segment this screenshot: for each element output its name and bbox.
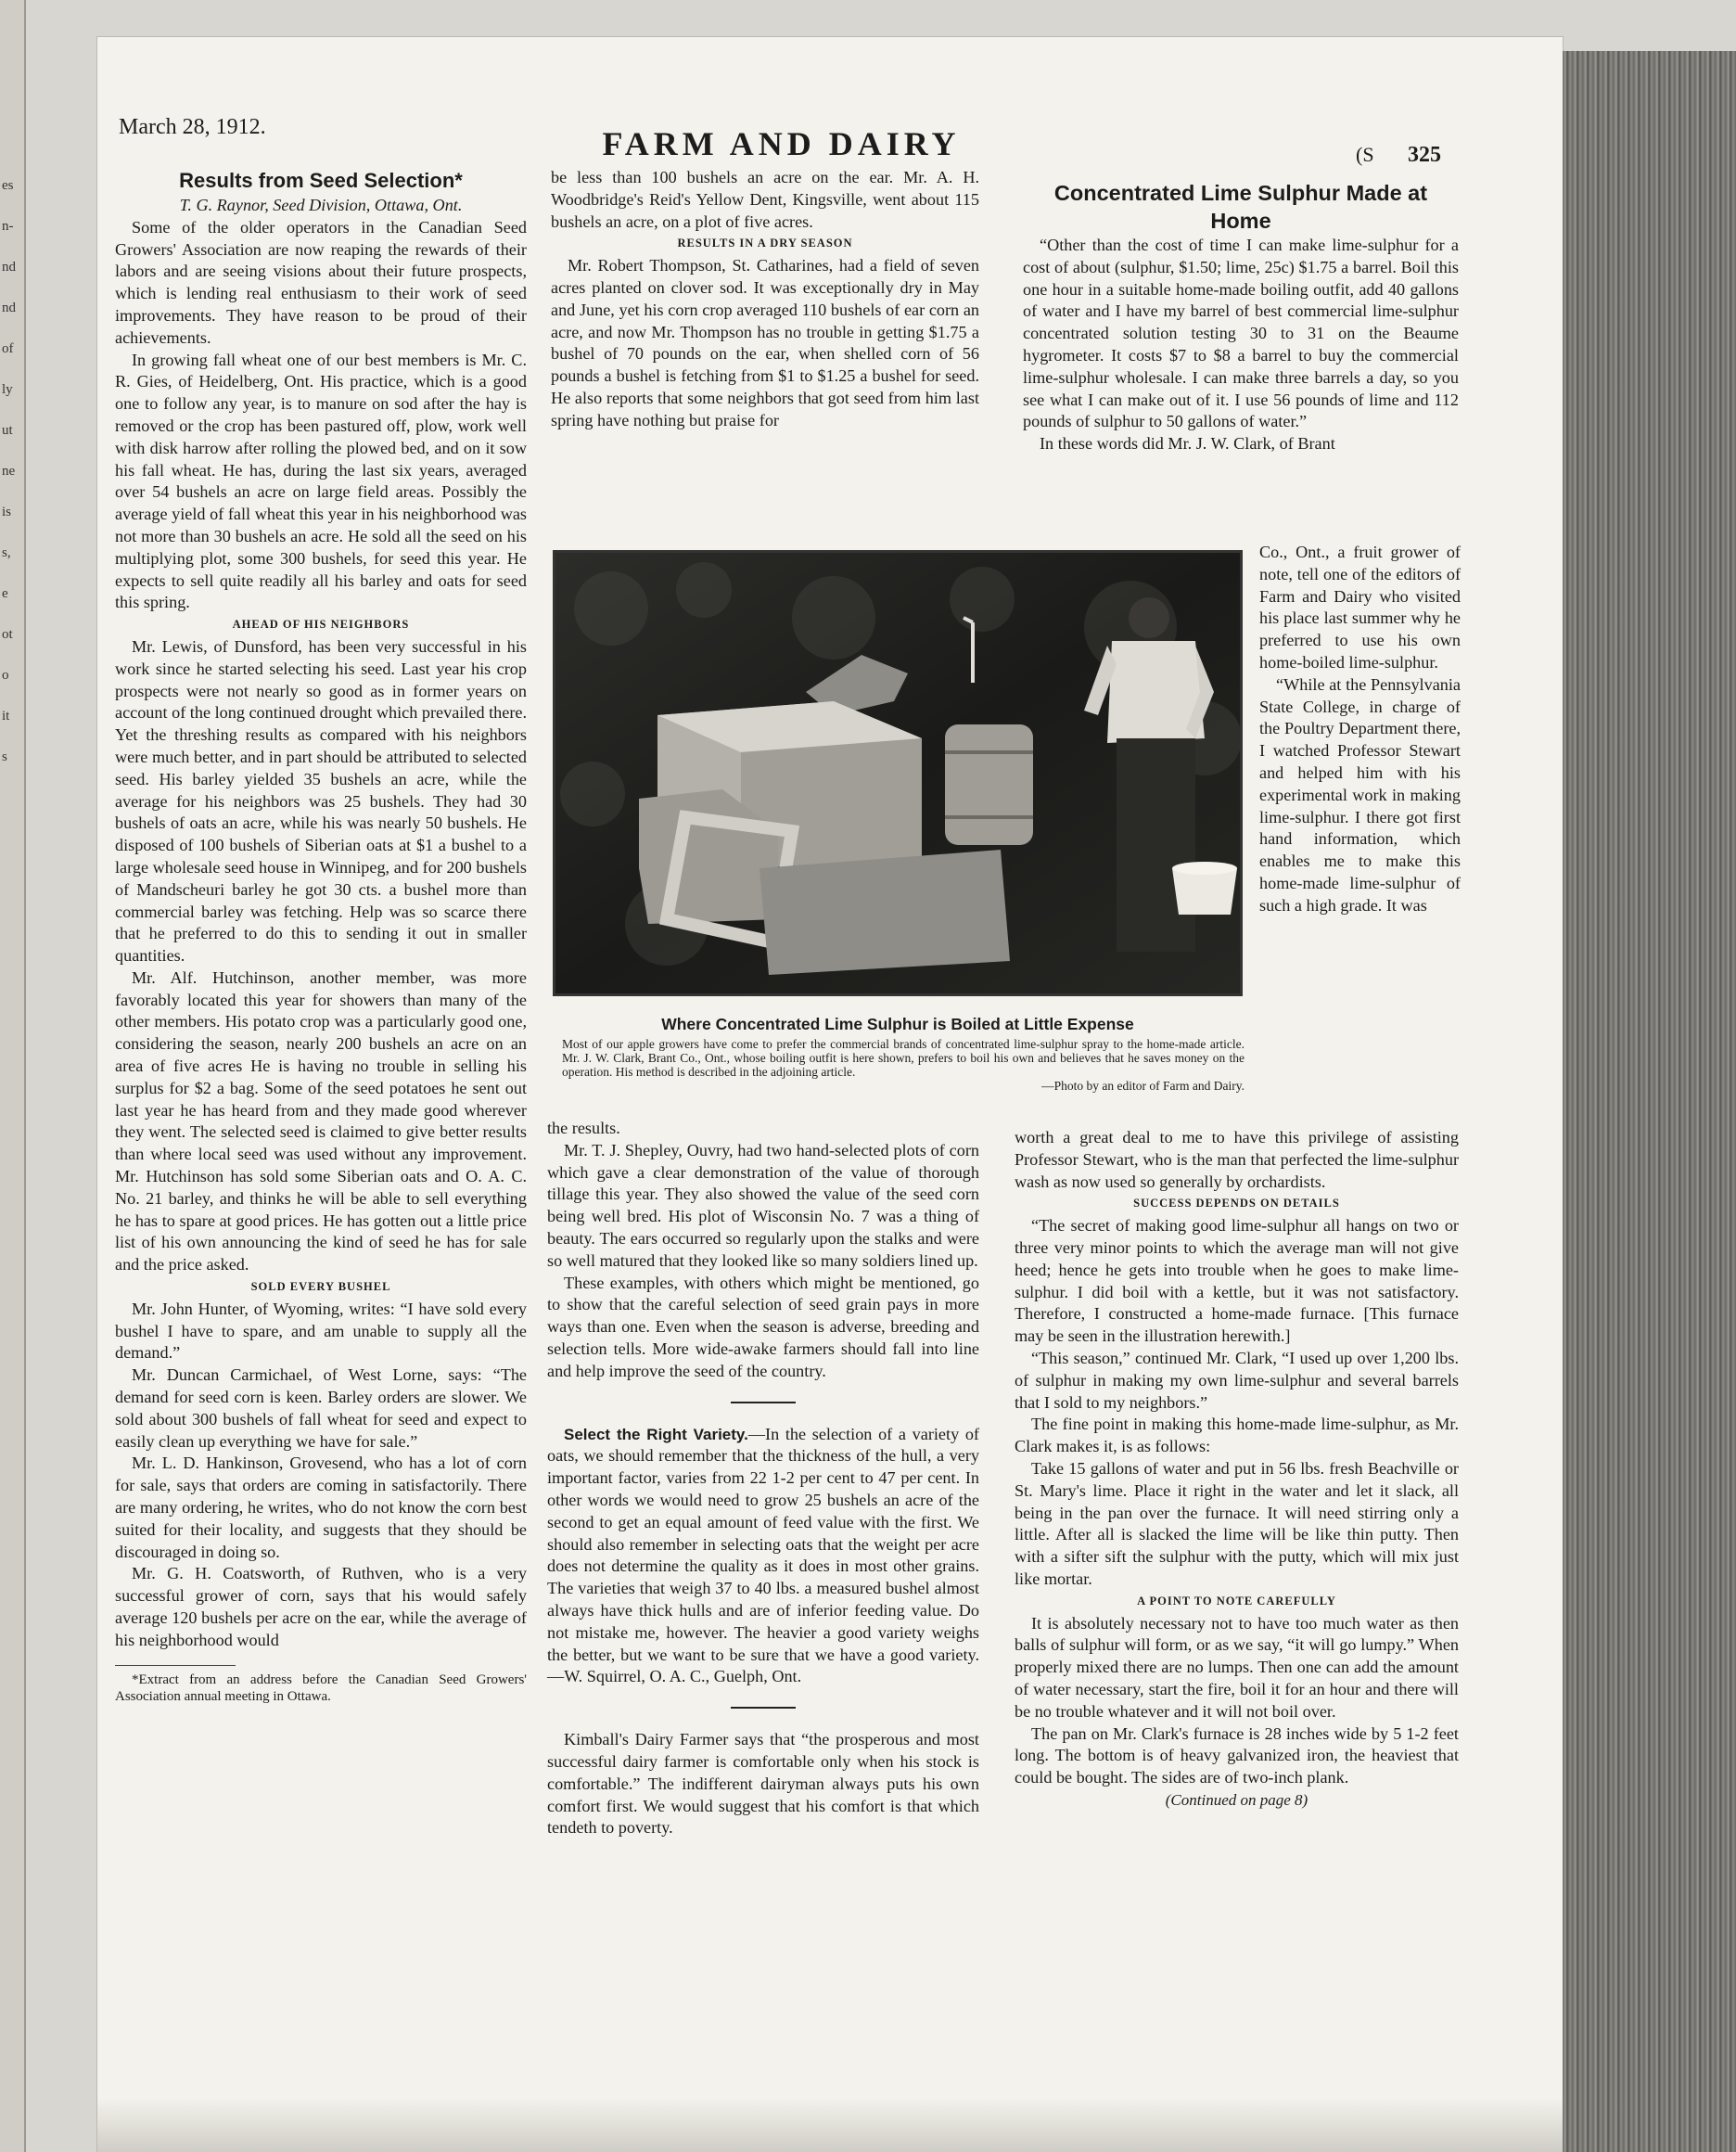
paragraph: Mr. Robert Thompson, St. Catharines, had a field of seven acres planted on clover sod. It was exceptionally dry in May and June, yet his corn crop averaged 110 bushels of ear corn an acre, and now Mr. Thompson has no trouble in getting $1.75 a bushel of 70 pounds on the ear, when shelled corn of 56 pounds a bushel is fetching from $1 to $1.25 a bushel for seed. He also reports that some neighbors that got seed from him last spring have nothing but praise for (551, 256, 979, 429)
sliver-text-fragment: ut (2, 423, 13, 438)
column-2-top (551, 167, 979, 432)
sliver-text-fragment: of (2, 341, 14, 356)
sliver-text-fragment: ly (2, 382, 13, 397)
paragraph-variety (547, 1424, 979, 1689)
paragraph: be less than 100 bushels an acre on the ear. Mr. A. H. Woodbridge's Reid's Yellow Dent, Kingsville, went about 115 bushels an acre, on a plot of five acres. (551, 168, 979, 231)
paragraph: Mr. G. H. Coatsworth, of Ruthven, who is a very successful grower of corn, says that his would safely average 120 bushels per acre on the ear, while the average of his neighborhood would (115, 1564, 527, 1649)
column-3-narrow (1259, 542, 1461, 917)
photo-caption-text: Most of our apple growers have come to prefer the commercial brands of concentrated lime-sulphur spray to the home-made article. Mr. J. W. Clark, Brant Co., Ont., whose boiling outfit is here shown, prefers to boil his own and believes that he saves money on the operation. His method is described in the adjoining article. (562, 1037, 1245, 1079)
sliver-text-fragment: s (2, 749, 7, 764)
footnote-divider (115, 1665, 236, 1666)
paragraph: Kimball's Dairy Farmer says that “the prosperous and most successful dairy farmer is comfortable only when his stock is comfortable.” The indifferent dairyman always puts his own comfort first. We would suggest that his comfort is that which tendeth to poverty. (547, 1730, 979, 1838)
paragraph: Some of the older operators in the Canadian Seed Growers' Association are now reaping the rewards of their labors and are seeing visions about their future prospects, which is lending real enthusiasm to their work of seed improvements. They have reason to be proud of their achievements. (115, 217, 527, 347)
paragraph: “This season,” continued Mr. Clark, “I used up over 1,200 lbs. of sulphur in making my own lime-sulphur and several barrels that I sold to my neighbors.” (1015, 1348, 1459, 1412)
footnote: *Extract from an address before the Canadian Seed Growers' Association annual meeting in Ottawa. (115, 1672, 527, 1704)
article-byline: T. G. Raynor, Seed Division, Ottawa, Ont. (179, 196, 463, 214)
column-3-bottom (1015, 1127, 1459, 1812)
paragraph: Take 15 gallons of water and put in 56 lbs. fresh Beachville or St. Mary's lime. Place it right in the water and let it slack, all being in the pan over the furnace. It will need stirring only a little. After all is slacked the lime will be like thin putty. Then with a sifter sift the sulphur with the putty, which will mix just like mortar. (1015, 1458, 1459, 1588)
sliver-text-fragment: es (2, 178, 14, 193)
photo-caption-title: Where Concentrated Lime Sulphur is Boiled at Little Expense (661, 1015, 1134, 1033)
paragraph: Mr. Alf. Hutchinson, another member, was more favorably located this year for showers than many of the other members. His potato crop was a particularly good one, considering the season, nearly 200 bushels an acre on an area of five acres He is having no trouble in selling his surplus for $2 a bag. Some of the seed potatoes he sent out last year he has heard from and they made good wherever they went. The selected seed is claimed to give better results than where local seed was used without any improvement. Mr. Hutchinson has sold some Siberian oats and O. A. C. No. 21 barley, and thinks he will be able to sell everything he has to spare at good prices. He has gotten out a little price list of his own announcing the kind of seed he has for sale and the price asked. (115, 967, 527, 1275)
paragraph-text: —In the selection of a variety of oats, we should remember that the thickness of the hull, a very important factor, varies from 22 1-2 per cent to 47 per cent. In other words we would need to grow 25 bushels an acre of the second to get an equal amount of feed value with the first. We should also remember in selecting oats that the weight per acre does not determine the quality as it does in most other grains. The varieties that weigh 37 to 40 lbs. a measured bushel almost always have thick hulls and are of inferior feeding value. Do not mistake me, however. The heavier a good variety weighs the better, but we want to be sure that we have a good variety.—W. Squirrel, O. A. C., Guelph, Ont. (547, 1424, 979, 1686)
sliver-text-fragment: n- (2, 219, 14, 234)
adjacent-page-sliver (0, 0, 26, 2152)
furnace-photo (553, 550, 1243, 996)
column-2-bottom (547, 1118, 979, 1839)
paragraph: In these words did Mr. J. W. Clark, of Brant (1040, 434, 1335, 454)
column-1 (115, 167, 527, 1705)
paragraph: “While at the Pennsylvania State College, in charge of the Poultry Department there, I watched Professor Stewart and helped him with his experimental work in making lime-sulphur. I there got first hand information, which enables me to make this home-made lime-sulphur of such a high grade. It was (1259, 674, 1461, 915)
subheading: SUCCESS DEPENDS ON DETAILS (1133, 1197, 1340, 1210)
sliver-text-fragment: nd (2, 260, 16, 275)
sliver-text-fragment: is (2, 505, 12, 519)
page-number: 325 (1408, 143, 1441, 167)
sliver-text-fragment: it (2, 709, 10, 724)
subheading: RESULTS IN A DRY SEASON (677, 237, 853, 250)
paragraph: Mr. T. J. Shepley, Ouvry, had two hand-selected plots of corn which gave a clear demonstration of the value of thorough tillage this year. They also showed the value of the seed corn being well bred. His plot of Wisconsin No. 7 was a thing of beauty. The ears occurred so regularly upon the stalks and were so well matured that they looked like so many soldiers lined up. (547, 1140, 979, 1270)
page-bottom-shadow (97, 2098, 1563, 2152)
masthead-title: FARM AND DAIRY (602, 125, 961, 162)
paragraph: Mr. Duncan Carmichael, of West Lorne, says: “The demand for seed corn is keen. Barley orders are slower. We sold about 300 bushels of fall wheat for seed and expect to easily clean up everything we have for sale.” (115, 1365, 527, 1451)
paragraph: In growing fall wheat one of our best members is Mr. C. R. Gies, of Heidelberg, Ont. His practice, which is a good one to follow any year, is to manure on sod after the hay is removed or the crop has been pastured off, plow, work well with disk harrow after rolling the plowed bed, and on it sow his fall wheat. He has, during the last six years, averaged over 54 bushels an acre on large field areas. Possibly the average yield of fall wheat this year in his neighborhood was not more than 30 bushels an acre. He sold all the seed on his multiplying plot, some 300 bushels, for seed this year. He expects to sell quite readily all his barley and oats for seed this spring. (115, 350, 527, 612)
sliver-text-fragment: e (2, 586, 8, 601)
paragraph: worth a great deal to me to have this privilege of assisting Professor Stewart, who is the man that perfected the lime-sulphur wash as now used so generally by orchardists. (1015, 1128, 1459, 1191)
paragraph: Co., Ont., a fruit grower of note, tell one of the editors of Farm and Dairy who visited his place last summer why he preferred to use his own home-boiled lime-sulphur. (1259, 543, 1461, 672)
paragraph: The fine point in making this home-made lime-sulphur, as Mr. Clark makes it, is as follows: (1015, 1415, 1459, 1456)
paragraph: It is absolutely necessary not to have too much water as then balls of sulphur will form, or as we say, “it will go lumpy.” When properly mixed there are no lumps. Then one can add the amount of water necessary, start the fire, boil it for an hour and there will be no trouble whatever and it will not boil over. (1015, 1613, 1459, 1721)
photo-illustration (555, 553, 1240, 993)
paragraph: These examples, with others which might be mentioned, go to show that the careful selection of seed grain pays in more ways than one. Even when the season is adverse, breeding and selection tells. More wide-awake farmers should fall into line and help improve the seed of the country. (547, 1273, 979, 1380)
page-mark: (S (1356, 143, 1374, 166)
photo-caption (562, 1037, 1245, 1093)
continued-notice: (Continued on page 8) (1165, 1790, 1308, 1809)
paragraph: Mr. John Hunter, of Wyoming, writes: “I have sold every bushel I have to spare, and am unable to supply all the demand.” (115, 1299, 527, 1363)
sliver-text-fragment: ot (2, 627, 13, 642)
article-headline-lime-sulphur: Concentrated Lime Sulphur Made at Home (1053, 181, 1428, 233)
column-3-top (1023, 179, 1459, 455)
subheading: A POINT TO NOTE CAREFULLY (1137, 1594, 1336, 1608)
lead-in: Select the Right Variety. (564, 1425, 748, 1443)
section-divider (731, 1402, 796, 1403)
book-page-edges (1563, 51, 1736, 2152)
sliver-text-fragment: nd (2, 301, 16, 315)
paragraph: “Other than the cost of time I can make lime-sulphur for a cost of about (sulphur, $1.50; lime, 25c) $1.75 a barrel. Boil this one hour in a suitable home-made boiling outfit, add 40 gallons of water and I have my barrel of best commercial lime-sulphur concentrated solution testing 30 to 31 on the Beaume hygrometer. It costs $7 to $8 a barrel to buy the commercial lime-sulphur wholesale. I can make three barrels a day, so you see what I can make out of it. I use 56 pounds of lime and 112 pounds of sulphur to 50 gallons of water.” (1023, 236, 1459, 431)
article-headline-seed-selection: Results from Seed Selection* (179, 169, 463, 192)
paragraph: Mr. L. D. Hankinson, Grovesend, who has a lot of corn for sale, says that orders are coming in satisfactorily. There are many ordering, he writes, who do not know the corn best suited for their locality, and suggests that they should be discouraged in doing so. (115, 1454, 527, 1561)
sliver-text-fragment: s, (2, 545, 11, 560)
paragraph: the results. (547, 1119, 620, 1137)
issue-date: March 28, 1912. (119, 115, 266, 139)
section-divider (731, 1707, 796, 1709)
sliver-text-fragment: o (2, 668, 9, 683)
photo-credit: —Photo by an editor of Farm and Dairy. (1041, 1079, 1245, 1093)
paragraph: “The secret of making good lime-sulphur all hangs on two or three very minor points to which the average man will not give heed; hence he gets into trouble when he goes to make lime-sulphur. I did boil with a kettle, but it was not satisfactory. Therefore, I constructed a home-made furnace. [This furnace may be seen in the illustration herewith.] (1015, 1216, 1459, 1346)
subheading: SOLD EVERY BUSHEL (250, 1280, 391, 1294)
sliver-text-fragment: ne (2, 464, 16, 479)
paragraph: The pan on Mr. Clark's furnace is 28 inches wide by 5 1-2 feet long. The bottom is of heavy galvanized iron, the heaviest that could be bought. The sides are of two-inch plank. (1015, 1723, 1459, 1787)
paragraph: Mr. Lewis, of Dunsford, has been very successful in his work since he started selecting his seed. Last year his crop prospects were not nearly so good as in former years on account of the long continued drought which prevailed there. Yet the threshing results as compared with his neighbors were much better, and in part should be attributed to selected seed. His barley yielded 35 bushels an acre, while the average for his neighbors was 25 bushels. They had 30 bushels of oats an acre, while his was nearly 50 bushels. He disposed of 100 bushels of Siberian oats at $1 a bushel to a large wholesale seed house in Winnipeg, and for 200 bushels of Mandscheuri barley he got 30 cts. a bushel more than commercial barley was fetching. Help was so scarce there that he preferred to do this to sending it out in smaller quantities. (115, 636, 527, 966)
subheading: AHEAD OF HIS NEIGHBORS (232, 618, 410, 632)
